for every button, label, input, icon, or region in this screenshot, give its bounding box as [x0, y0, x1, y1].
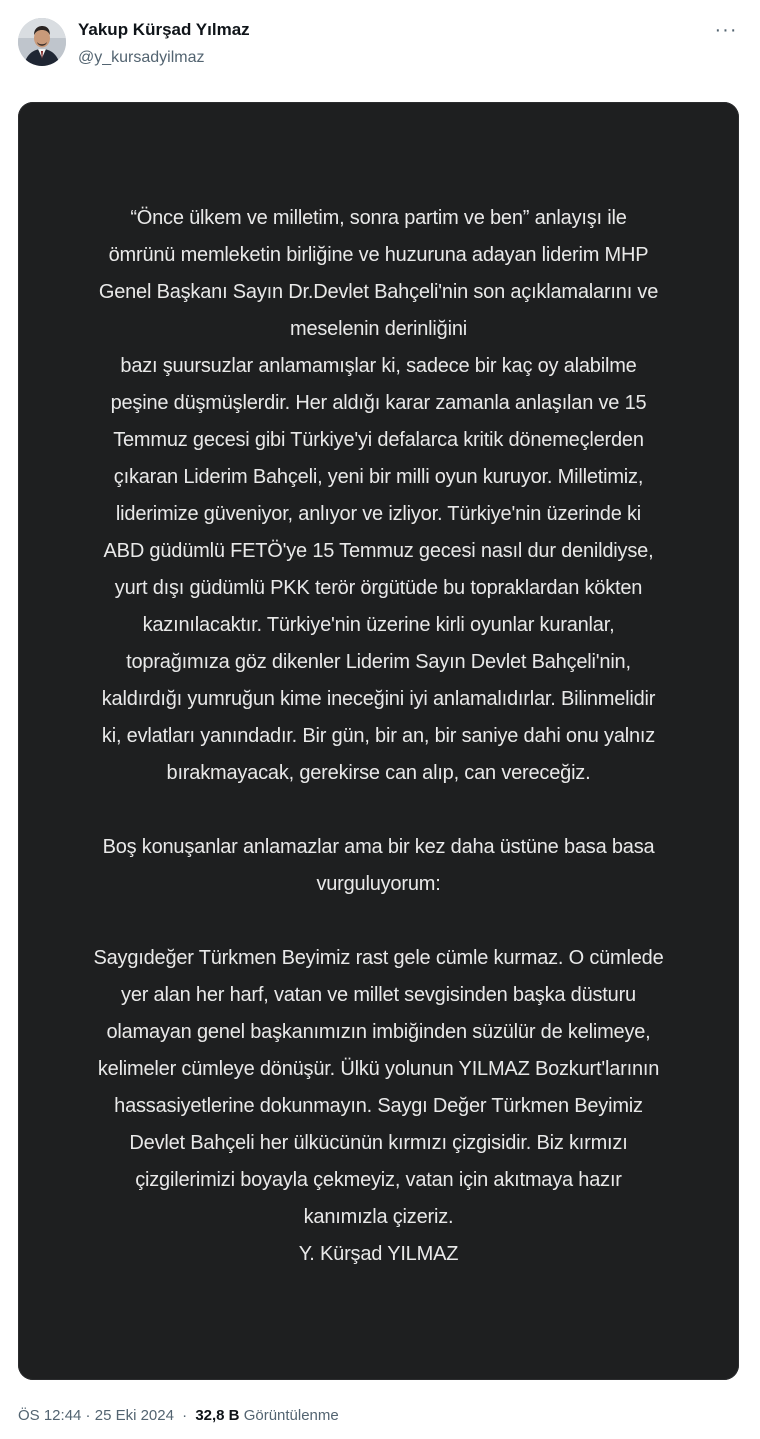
- statement-line: kaldırdığı yumruğun kime ineceğini iyi anlamalıdırlar. Bilinmelidir: [101, 688, 656, 710]
- more-horizontal-icon: ···: [714, 19, 738, 41]
- statement-text: [62, 200, 695, 1273]
- paragraph-gap: [62, 792, 695, 829]
- statement-line: Y. Kürşad YILMAZ: [298, 1243, 459, 1265]
- tweet-timestamp[interactable]: ÖS 12:44 · 25 Eki 2024: [18, 1407, 174, 1424]
- statement-line: yurt dışı güdümlü PKK terör örgütüde bu topraklardan kökten: [114, 577, 643, 599]
- author-info: [78, 19, 250, 69]
- paragraph-gap: [62, 903, 695, 940]
- meta-separator: ·: [182, 1407, 188, 1424]
- statement-line: çıkaran Liderim Bahçeli, yeni bir milli oyun kuruyor. Milletimiz,: [113, 466, 644, 488]
- statement-line: bırakmayacak, gerekirse can alıp, can vereceğiz.: [166, 762, 591, 784]
- statement-line: kazınılacaktır. Türkiye'nin üzerine kirli oyunlar kuranlar,: [142, 614, 615, 636]
- statement-line: hassasiyetlerine dokunmayın. Saygı Değer Türkmen Beyimiz: [114, 1095, 643, 1117]
- statement-line: Boş konuşanlar anlamazlar ama bir kez daha üstüne basa basa: [102, 836, 655, 858]
- statement-line: kelimeler cümleye dönüşür. Ülkü yolunun YILMAZ Bozkurt'larının: [97, 1058, 660, 1080]
- statement-line: toprağımıza göz dikenler Liderim Sayın Devlet Bahçeli'nin,: [126, 651, 631, 673]
- statement-line: ABD güdümlü FETÖ'ye 15 Temmuz gecesi nasıl dur denildiyse,: [103, 540, 654, 562]
- statement-line: meselenin derinliğini: [289, 318, 467, 340]
- tweet-image[interactable]: [18, 102, 739, 1380]
- statement-line: liderimize güveniyor, anlıyor ve izliyor. Türkiye'nin üzerinde ki: [115, 503, 642, 525]
- statement-line: ki, evlatları yanındadır. Bir gün, bir an, bir saniye dahi onu yalnız: [101, 725, 656, 747]
- statement-line: Genel Başkanı Sayın Dr.Devlet Bahçeli'nin son açıklamalarını ve: [98, 281, 659, 303]
- statement-line: Devlet Bahçeli her ülkücünün kırmızı çizgisidir. Biz kırmızı: [129, 1132, 628, 1154]
- statement-line: ömrünü memleketin birliğine ve huzuruna adayan liderim MHP: [108, 244, 649, 266]
- tweet-meta: [18, 1406, 339, 1426]
- tweet-header: [18, 16, 742, 72]
- statement-line: Temmuz gecesi gibi Türkiye'yi defalarca kritik dönemeçlerden: [113, 429, 644, 451]
- author-display-name[interactable]: Yakup Kürşad Yılmaz: [78, 20, 250, 39]
- tweet-date: 25 Eki 2024: [94, 1407, 174, 1424]
- author-handle[interactable]: @y_kursadyilmaz: [78, 49, 205, 66]
- statement-line: peşine düşmüşlerdir. Her aldığı karar zamanla anlaşılan ve 15: [110, 392, 647, 414]
- views-label: Görüntülenme: [243, 1407, 339, 1424]
- statement-line: yer alan her harf, vatan ve millet sevgisinden başka düsturu: [121, 984, 636, 1006]
- statement-line: “Önce ülkem ve milletim, sonra partim ve ben” anlayışı ile: [130, 207, 627, 229]
- statement-line: çizgilerimizi boyayla çekmeyiz, vatan için akıtmaya hazır: [135, 1169, 622, 1191]
- statement-line: vurguluyorum:: [316, 873, 441, 895]
- statement-line: olamayan genel başkanımızın imbiğinden süzülür de kelimeye,: [106, 1021, 651, 1043]
- avatar-photo-icon: [18, 18, 66, 66]
- tweet-time: ÖS 12:44: [18, 1407, 82, 1424]
- statement-line: Saygıdeğer Türkmen Beyimiz rast gele cümle kurmaz. O cümlede: [93, 947, 664, 969]
- more-options-button[interactable]: [712, 20, 740, 44]
- avatar[interactable]: [18, 18, 66, 66]
- statement-line: kanımızla çizeriz.: [303, 1206, 454, 1228]
- views-count: 32,8 B: [195, 1407, 240, 1424]
- statement-line: bazı şuursuzlar anlamamışlar ki, sadece bir kaç oy alabilme: [120, 355, 637, 377]
